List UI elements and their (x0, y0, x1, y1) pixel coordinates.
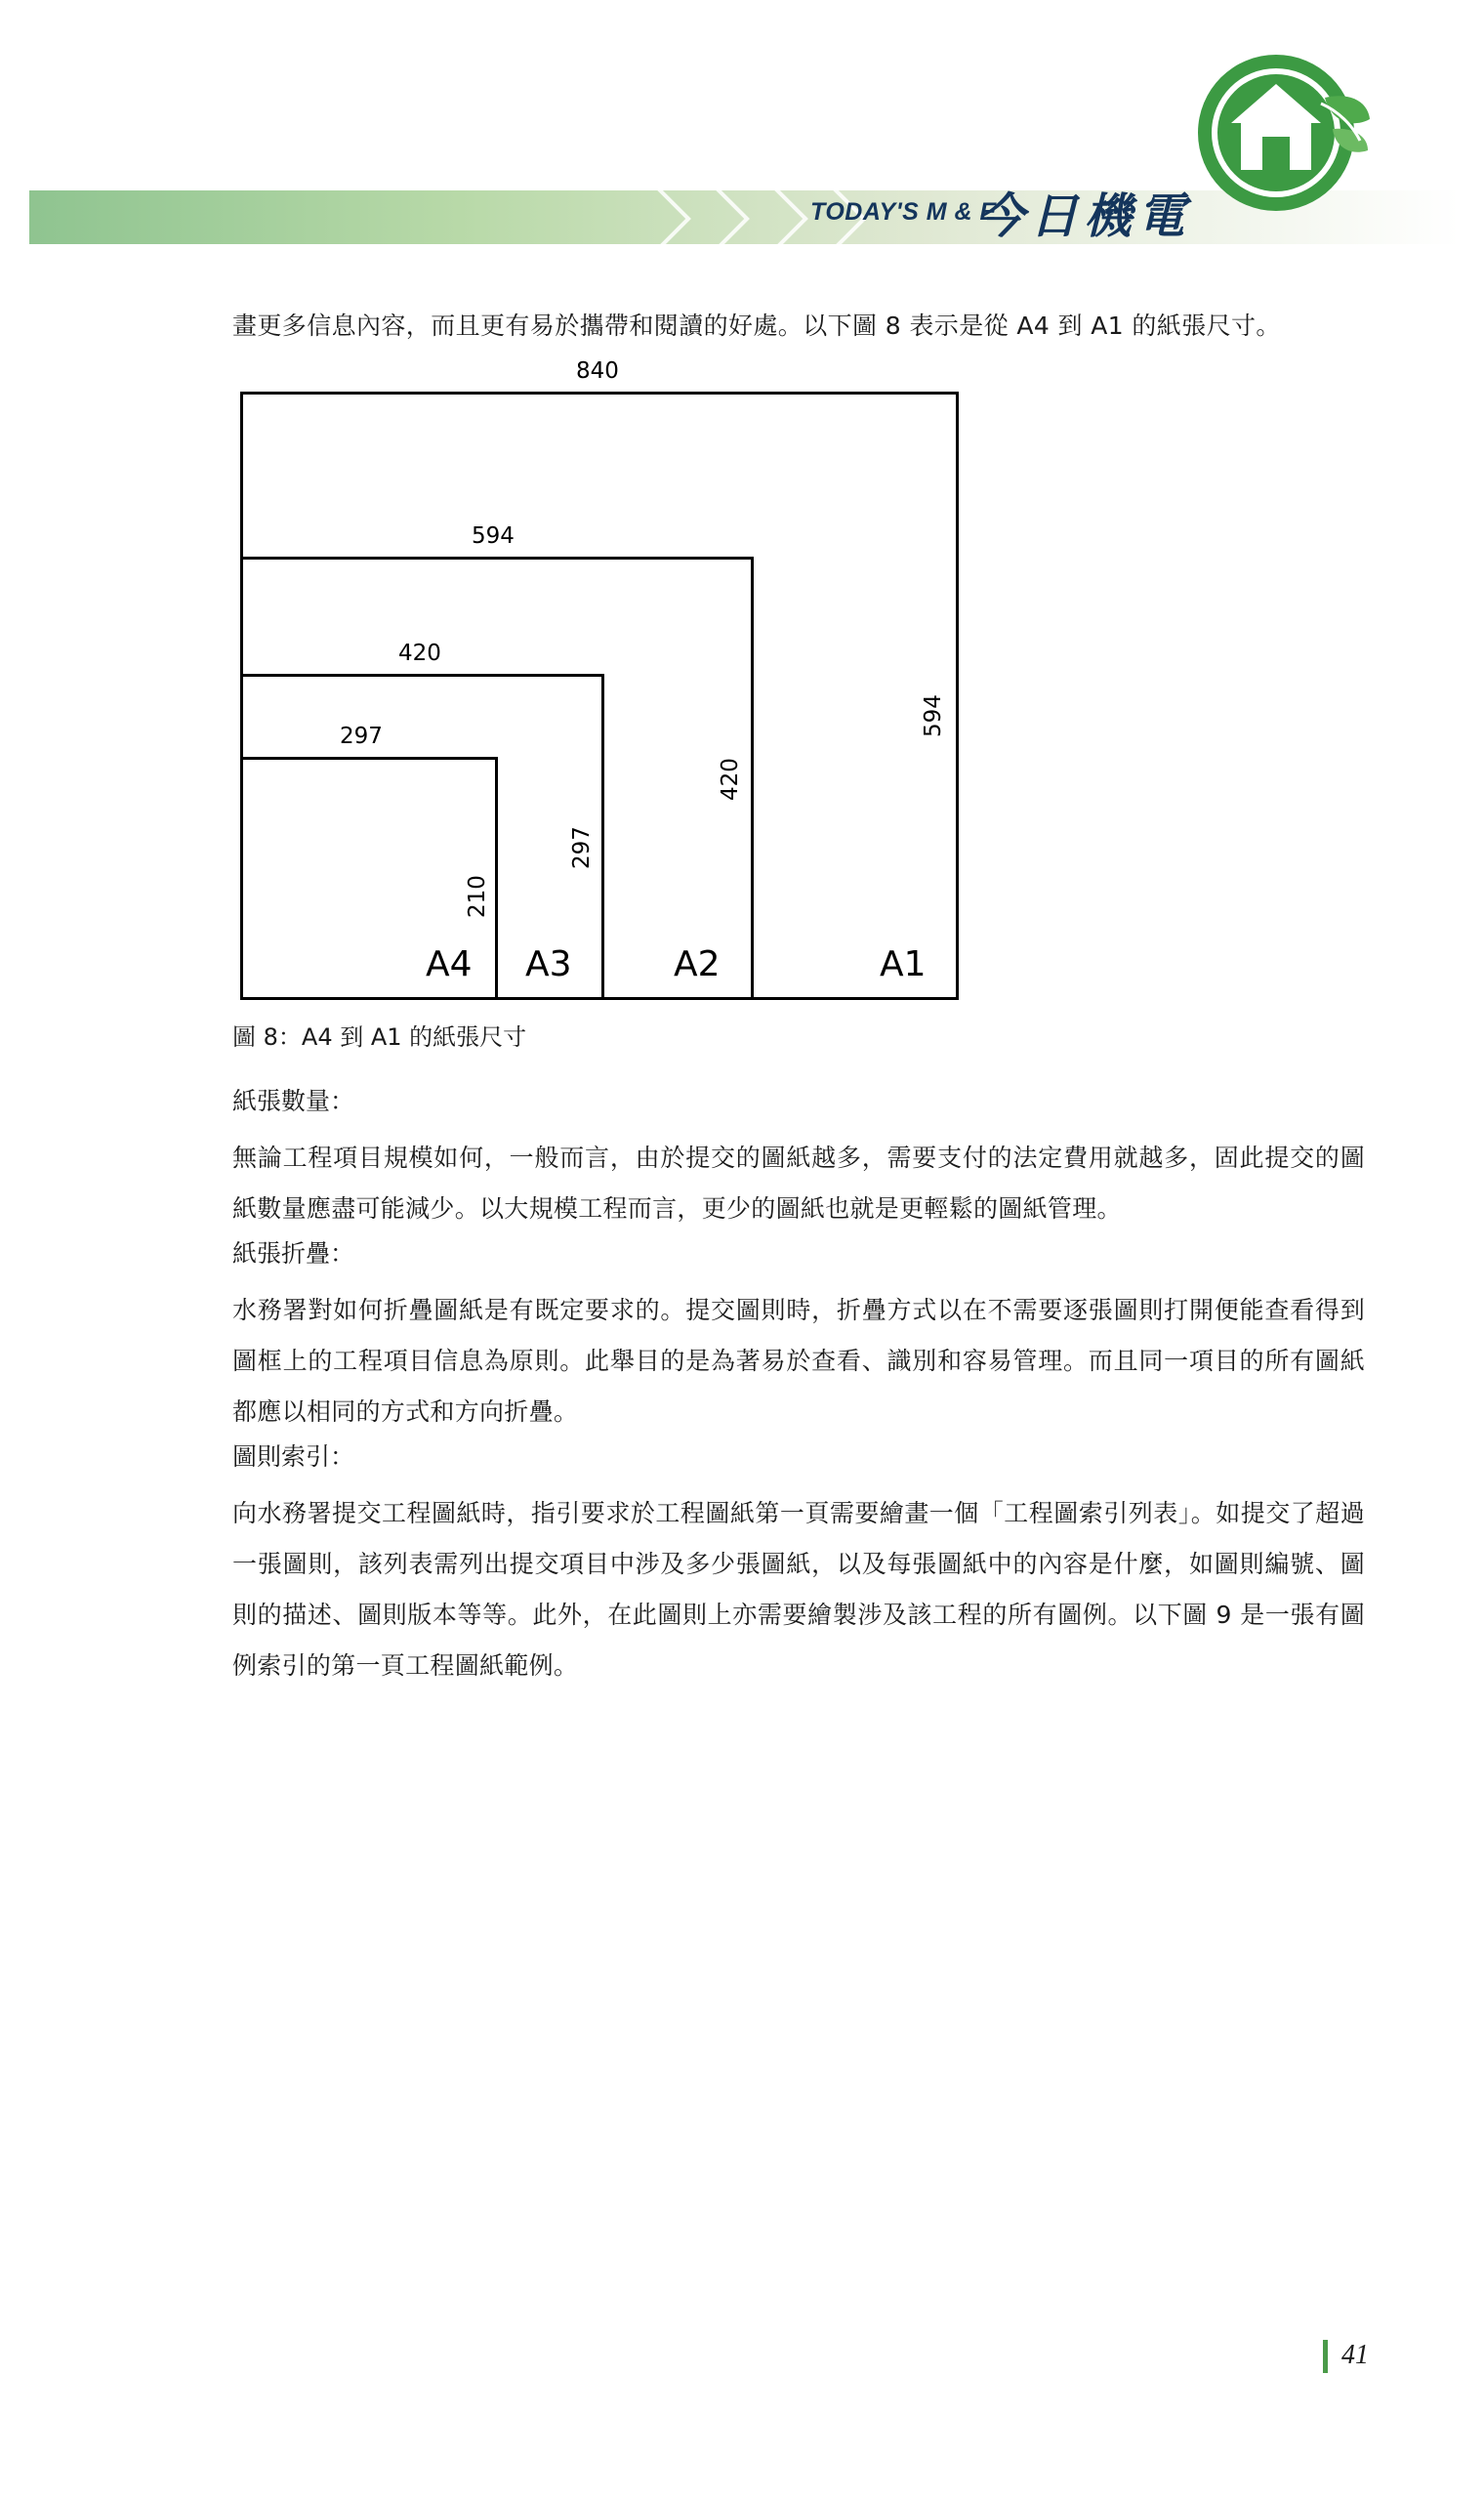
figure-paper-sizes (232, 358, 1228, 1011)
house-leaf-logo-icon (1196, 47, 1377, 218)
dim-a2-width: 594 (472, 523, 515, 549)
brand-chinese-title: 今日機電 (976, 188, 1192, 244)
dim-a4-width: 297 (340, 724, 383, 749)
label-a1: A1 (880, 944, 927, 984)
section-body-drawing-index: 向水務署提交工程圖紙時，指引要求於工程圖紙第一頁需要繪畫一個「工程圖索引列表」。如提交了超過一張圖則，該列表需列出提交項目中涉及多少張圖紙，以及每張圖紙中的內容是什麼，如圖則編號、圖則的描述、圖則版本等等。此外，在此圖則上亦需要繪製涉及該工程的所有圖例。以下圖 9 是一張有圖例索引的第一頁工程圖紙範例。 (232, 1499, 1365, 1680)
section-heading-drawing-index: 圖則索引： (232, 1442, 355, 1471)
footer-accent-rule (1323, 2340, 1328, 2373)
label-a4: A4 (426, 944, 473, 984)
dim-a2-height: 420 (718, 758, 743, 801)
dim-a1-height: 594 (921, 694, 946, 737)
dim-a3-height: 297 (569, 826, 595, 869)
page-header (0, 0, 1484, 283)
page-number: 41 (1341, 2340, 1369, 2370)
label-a2: A2 (674, 944, 721, 984)
dim-a3-width: 420 (398, 641, 441, 666)
brand-english-title: TODAY'S M & E (810, 198, 997, 226)
section-heading-paper-folding: 紙張折疊： (232, 1239, 355, 1268)
dim-a1-width: 840 (576, 358, 619, 384)
figure-caption: 圖 8：A4 到 A1 的紙張尺寸 (232, 1023, 527, 1051)
lead-paragraph: 畫更多信息內容，而且更有易於攜帶和閱讀的好處。以下圖 8 表示是從 A4 到 A1 的紙張尺寸。 (232, 312, 1281, 340)
section-heading-paper-count: 紙張數量： (232, 1087, 355, 1115)
section-body-paper-folding: 水務署對如何折疊圖紙是有既定要求的。提交圖則時，折疊方式以在不需要逐張圖則打開便能查看得到圖框上的工程項目信息為原則。此舉目的是為著易於查看、識別和容易管理。而且同一項目的所有圖紙都應以相同的方式和方向折疊。 (232, 1296, 1365, 1426)
section-body-paper-count: 無論工程項目規模如何，一般而言，由於提交的圖紙越多，需要支付的法定費用就越多，固此提交的圖紙數量應盡可能減少。以大規模工程而言，更少的圖紙也就是更輕鬆的圖紙管理。 (232, 1144, 1365, 1223)
label-a3: A3 (525, 944, 572, 984)
dim-a4-height: 210 (465, 875, 490, 918)
